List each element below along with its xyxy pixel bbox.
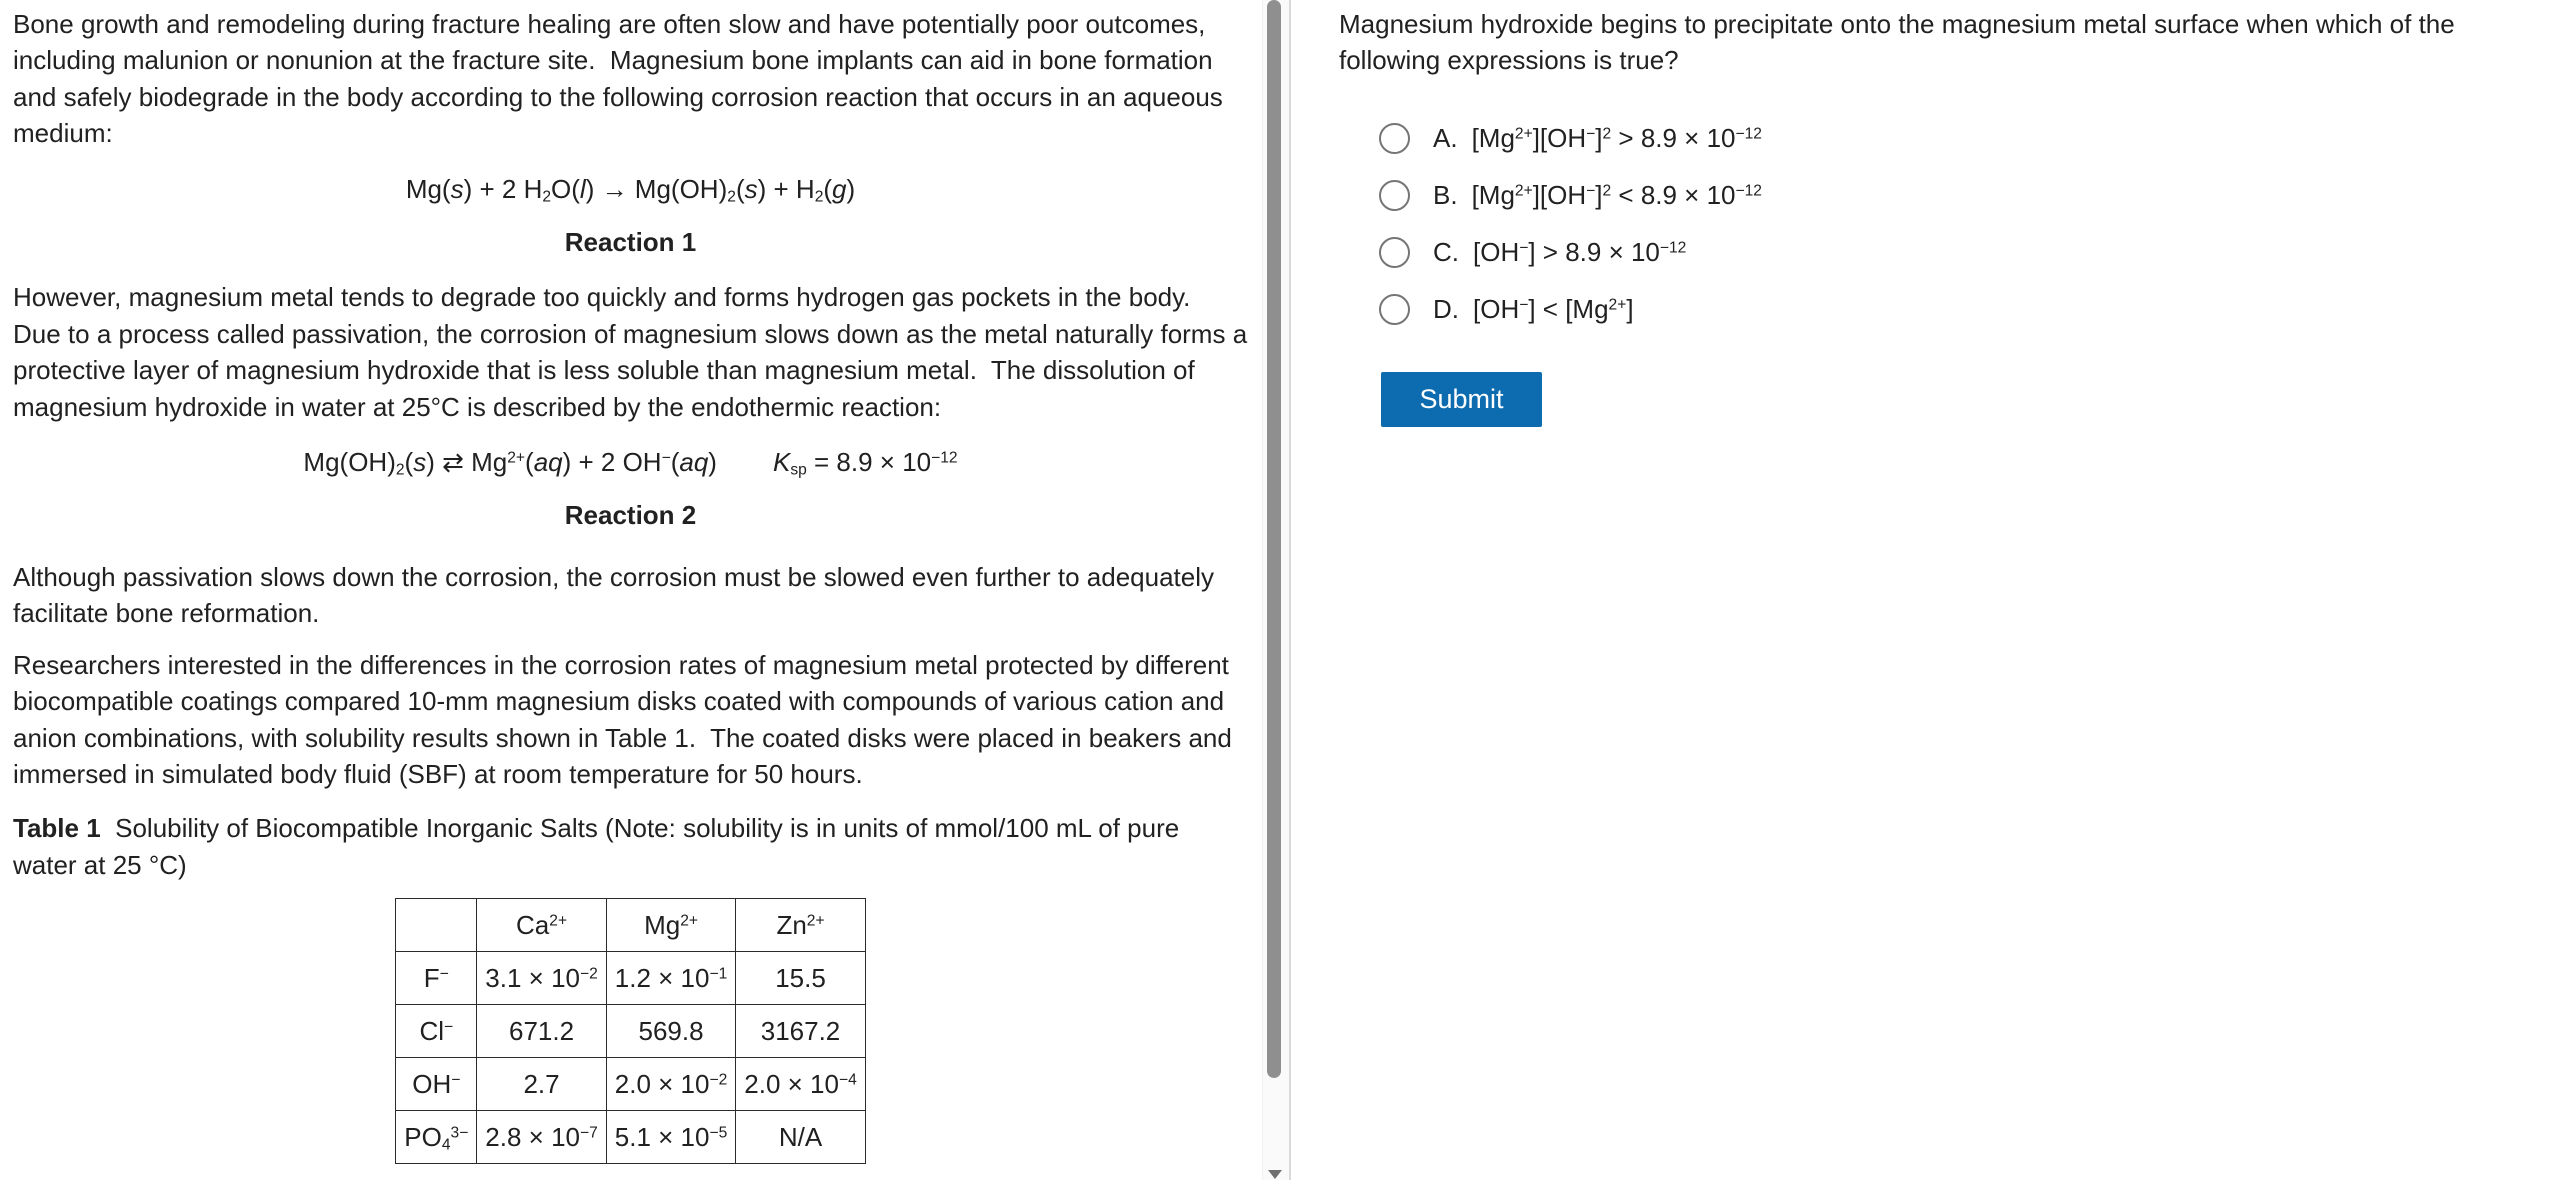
table-header-row bbox=[396, 899, 866, 952]
option-a[interactable] bbox=[1379, 123, 2551, 154]
solubility-table bbox=[395, 898, 866, 1164]
passage-paragraph-4: Researchers interested in the differences in the corrosion rates of magnesium metal protected by different biocompatible coatings compared 10-mm magnesium disks coated with compounds of various cation and anion combinations, with solubility results shown in Table 1. The coated disks were placed in beakers and immersed in simulated body fluid (SBF) at room temperature for 50 hours. bbox=[13, 649, 1240, 789]
table-corner-cell bbox=[396, 899, 477, 952]
table-cell: $3.1 \times 10^{-2}$ bbox=[477, 952, 606, 1005]
option-c-letter: C. bbox=[1433, 236, 1459, 267]
table-row bbox=[396, 1058, 866, 1111]
table-col-header-mg: $Mg^{2+}$ bbox=[606, 899, 735, 952]
option-b[interactable] bbox=[1379, 180, 2551, 211]
question-panel bbox=[1291, 0, 2559, 1180]
table-row-header-f: F− bbox=[396, 952, 477, 1005]
table-cell: $5.1 \times 10^{-5}$ bbox=[606, 1111, 735, 1164]
table-1-caption: Table 1 Solubility of Biocompatible Inorganic Salts (Note: solubility is in units of mmol/100 mL of pure water at 25 °C) bbox=[13, 813, 1187, 880]
submit-button[interactable]: Submit bbox=[1381, 372, 1542, 427]
table-cell: N/A bbox=[736, 1111, 865, 1164]
table-col-header-ca: $Ca^{2+}$ bbox=[477, 899, 606, 952]
passage-paragraph-1: Bone growth and remodeling during fracture healing are often slow and have potentially poor outcomes, including malunion or nonunion at the fracture site. Magnesium bone implants can aid in bone formation and safely biodegrade in the body according to the following corrosion reaction that occurs in an aqueous medium: bbox=[13, 9, 1231, 149]
passage-panel bbox=[0, 0, 1262, 1180]
option-c[interactable] bbox=[1379, 237, 2551, 268]
scroll-down-arrow-icon[interactable] bbox=[1268, 1170, 1282, 1179]
question-prompt: Magnesium hydroxide begins to precipitate onto the magnesium metal surface when which of the following expressions is true? bbox=[1339, 9, 2462, 76]
reaction-1-label: Reaction 1 bbox=[564, 227, 697, 258]
table-cell: $1.2 \times 10^{-1}$ bbox=[606, 952, 735, 1005]
reaction-2-equation bbox=[13, 444, 1248, 480]
reaction-2-formula: $Mg(OH)_2(s)$ ⇄ $Mg^{2+}(aq) + 2$ OH−(aq) bbox=[303, 447, 717, 479]
table-cell: $2.0 \times 10^{-4}$ bbox=[736, 1058, 865, 1111]
option-c-radio[interactable] bbox=[1379, 237, 1410, 268]
option-d[interactable] bbox=[1379, 294, 2551, 325]
table-cell: 3167.2 bbox=[736, 1005, 865, 1058]
table-row bbox=[396, 1005, 866, 1058]
option-b-radio[interactable] bbox=[1379, 180, 1410, 211]
option-d-text: $[OH^-] < [Mg^{2+}]$ bbox=[1473, 293, 1634, 324]
table-row-header-oh: OH− bbox=[396, 1058, 477, 1111]
option-a-text: $[Mg^{2+}][OH^-]^2 > 8.9 \times 10^{-12}$ bbox=[1471, 122, 1762, 153]
passage-paragraph-2: However, magnesium metal tends to degrade too quickly and forms hydrogen gas pockets in the body. Due to a process called passivation, the corrosion of magnesium slows down as the metal naturally forms a protective layer of magnesium hydroxide that is less soluble than magnesium metal. The dissolution of magnesium hydroxide in water at 25°C is described by the endothermic reaction: bbox=[13, 282, 1255, 422]
table-col-header-zn: $Zn^{2+}$ bbox=[736, 899, 865, 952]
option-c-text: $[OH^-] > 8.9 \times 10^{-12}$ bbox=[1473, 236, 1687, 267]
answer-options bbox=[1339, 123, 2551, 325]
reaction-2-label: Reaction 2 bbox=[564, 500, 697, 531]
passage-scrollbar-thumb[interactable] bbox=[1267, 0, 1281, 1078]
passage-paragraph-3: Although passivation slows down the corrosion, the corrosion must be slowed even further to adequately facilitate bone reformation. bbox=[13, 561, 1222, 629]
option-a-letter: A. bbox=[1433, 122, 1458, 153]
table-cell: 569.8 bbox=[606, 1005, 735, 1058]
option-d-radio[interactable] bbox=[1379, 294, 1410, 325]
table-cell: $2.0 \times 10^{-2}$ bbox=[606, 1058, 735, 1111]
option-a-radio[interactable] bbox=[1379, 123, 1410, 154]
reaction-2-ksp: $K_{sp} = 8.9 \times 10^{-12}$ bbox=[772, 447, 958, 479]
table-cell: 2.7 bbox=[477, 1058, 606, 1111]
table-row bbox=[396, 952, 866, 1005]
table-row-header-po4: $PO_4^{3-}$ bbox=[396, 1111, 477, 1164]
option-b-letter: B. bbox=[1433, 179, 1458, 210]
reaction-1-equation: Mg(s) + 2 $H_2O(l) \to Mg(OH)_2(s) + H_2(g)$ bbox=[405, 173, 856, 206]
option-b-text: $[Mg^{2+}][OH^-]^2 < 8.9 \times 10^{-12}$ bbox=[1471, 179, 1762, 210]
table-row-header-cl: Cl− bbox=[396, 1005, 477, 1058]
table-row bbox=[396, 1111, 866, 1164]
table-cell: 15.5 bbox=[736, 952, 865, 1005]
option-d-letter: D. bbox=[1433, 293, 1459, 324]
table-cell: $2.8 \times 10^{-7}$ bbox=[477, 1111, 606, 1164]
table-cell: 671.2 bbox=[477, 1005, 606, 1058]
